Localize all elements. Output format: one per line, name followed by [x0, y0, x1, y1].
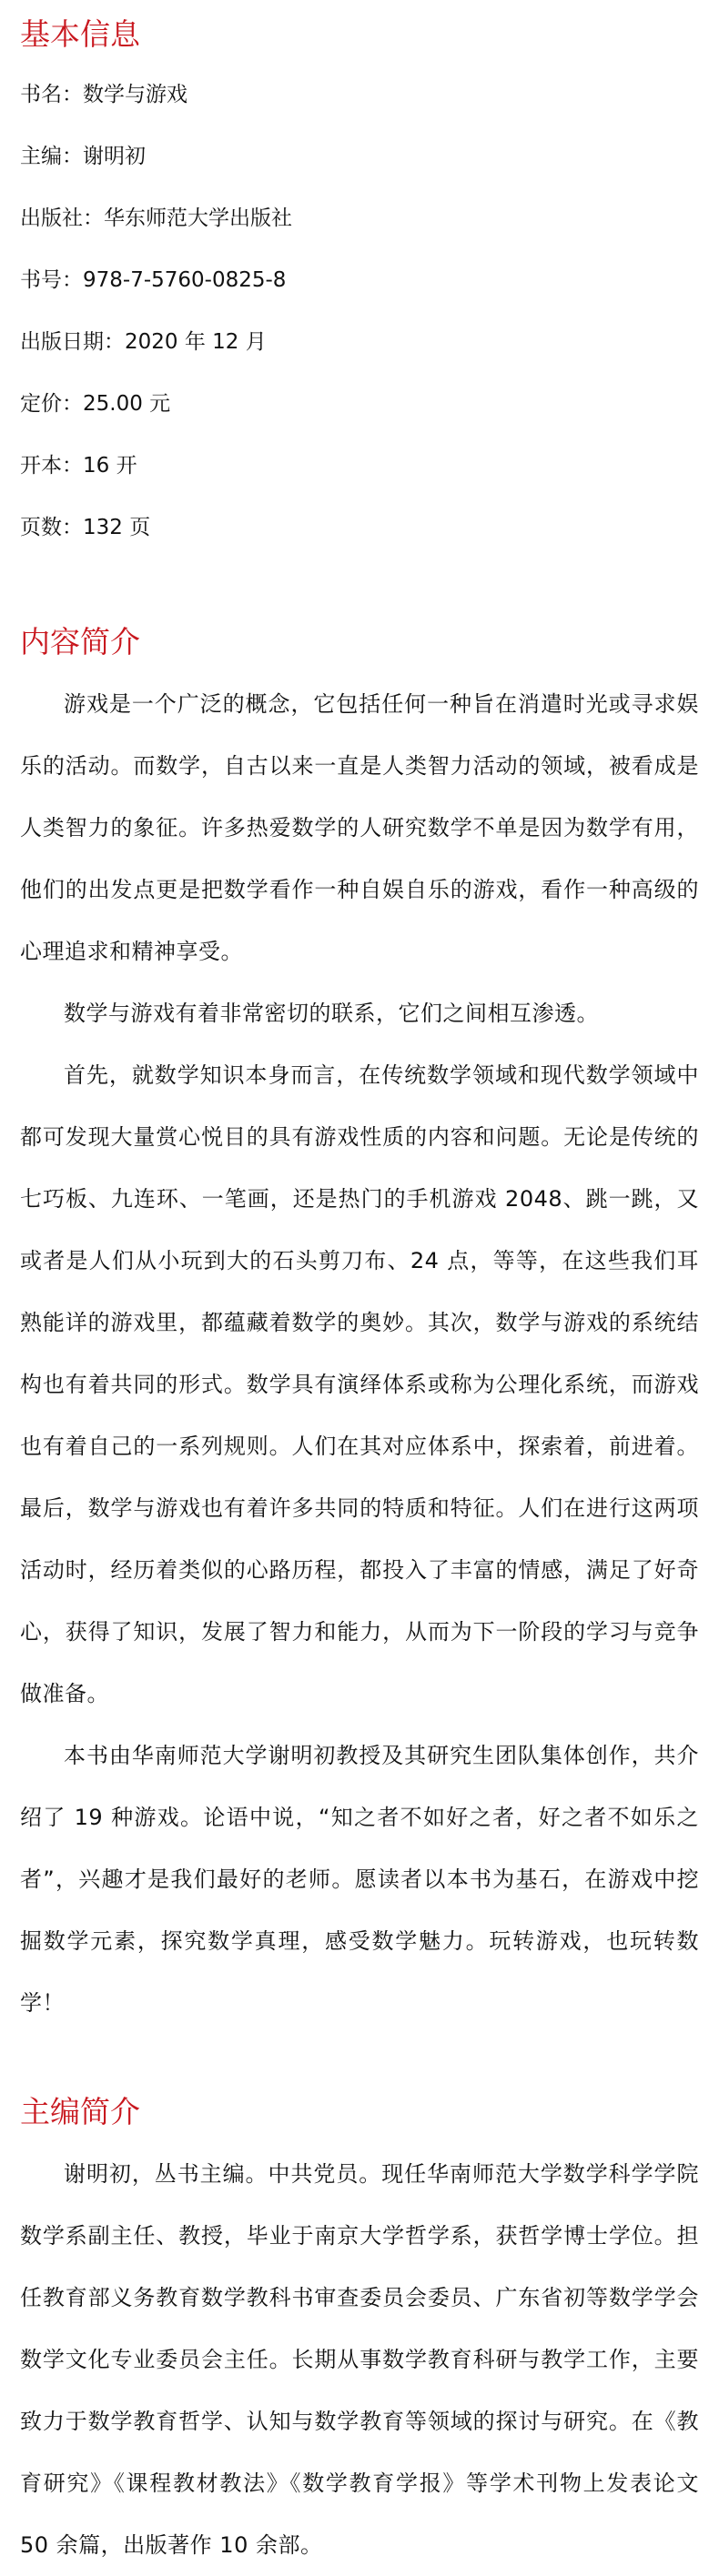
info-label: 开本：: [20, 454, 83, 478]
info-value: 132 页: [83, 516, 151, 539]
info-value: 华东师范大学出版社: [104, 206, 292, 230]
info-label: 出版社：: [20, 206, 104, 230]
info-label: 定价：: [20, 392, 83, 416]
info-value: 16 开: [83, 454, 137, 478]
section-title-intro: 内容简介: [20, 624, 140, 659]
intro-paragraph: 首先，就数学知识本身而言，在传统数学领域和现代数学领域中都可发现大量赏心悦目的具有游戏性质的内容和问题。无论是传统的七巧板、九连环、一笔画，还是热门的手机游戏 2048、跳一跳，又或者是人们从小玩到大的石头剪刀布、24 点，等等，在这些我们耳熟能详的游戏里，都蕴藏着数学的奥妙。其次，数学与游戏的系统结构也有着共同的形式。数学具有演绎体系或称为公理化系统，而游戏也有着自己的一系列规则。人们在其对应体系中，探索着，前进着。最后，数学与游戏也有着许多共同的特质和特征。人们在进行这两项活动时，经历着类似的心路历程，都投入了丰富的情感，满足了好奇心，获得了知识，发展了智力和能力，从而为下一阶段的学习与竞争做准备。: [20, 1062, 699, 1706]
section-title-basic-info: 基本信息: [20, 16, 140, 52]
info-value: 978-7-5760-0825-8: [83, 268, 287, 292]
editor-body: [20, 2143, 699, 2576]
info-line-format: [20, 435, 699, 497]
editor-paragraph: 谢明初，丛书主编。中共党员。现任华南师范大学数学科学学院数学系副主任、教授，毕业于南京大学哲学系，获哲学博士学位。担任教育部义务教育数学教科书审查委员会委员、广东省初等数学学会数学文化专业委员会主任。长期从事数学教育科研与教学工作，主要致力于数学教育哲学、认知与数学教育等领域的探讨与研究。在《教育研究》《课程教材教法》《数学教育学报》等学术刊物上发表论文 50 余篇，出版著作 10 余部。: [20, 2161, 699, 2558]
intro-paragraph: 游戏是一个广泛的概念，它包括任何一种旨在消遣时光或寻求娱乐的活动。而数学，自古以来一直是人类智力活动的领域，被看成是人类智力的象征。许多热爱数学的人研究数学不单是因为数学有用，他们的出发点更是把数学看作一种自娱自乐的游戏，看作一种高级的心理追求和精神享受。: [20, 691, 699, 964]
info-line-editor: [20, 126, 699, 187]
info-line-title: [20, 64, 699, 126]
info-label: 书名：: [20, 83, 83, 106]
intro-paragraph: 数学与游戏有着非常密切的联系，它们之间相互渗透。: [64, 1001, 599, 1026]
info-value: 数学与游戏: [83, 83, 187, 106]
info-label: 主编：: [20, 145, 83, 168]
info-line-price: [20, 373, 699, 435]
info-line-publish-date: [20, 311, 699, 373]
info-line-pages: [20, 497, 699, 558]
section-title-editor: 主编简介: [20, 2094, 140, 2129]
basic-info-list: [20, 64, 699, 558]
intro-paragraph: 本书由华南师范大学谢明初教授及其研究生团队集体创作，共介绍了 19 种游戏。论语中说，“知之者不如好之者，好之者不如乐之者”，兴趣才是我们最好的老师。愿读者以本书为基石，在游戏中挖掘数学元素，探究数学真理，感受数学魅力。玩转游戏，也玩转数学！: [20, 1743, 699, 2016]
info-line-publisher: [20, 187, 699, 249]
info-value: 谢明初: [83, 145, 146, 168]
info-label: 出版日期：: [20, 330, 125, 354]
info-value: 25.00 元: [83, 392, 171, 416]
info-line-isbn: [20, 249, 699, 311]
info-label: 页数：: [20, 516, 83, 539]
intro-body: [20, 673, 699, 2034]
info-value: 2020 年 12 月: [125, 330, 267, 354]
info-label: 书号：: [20, 268, 83, 292]
